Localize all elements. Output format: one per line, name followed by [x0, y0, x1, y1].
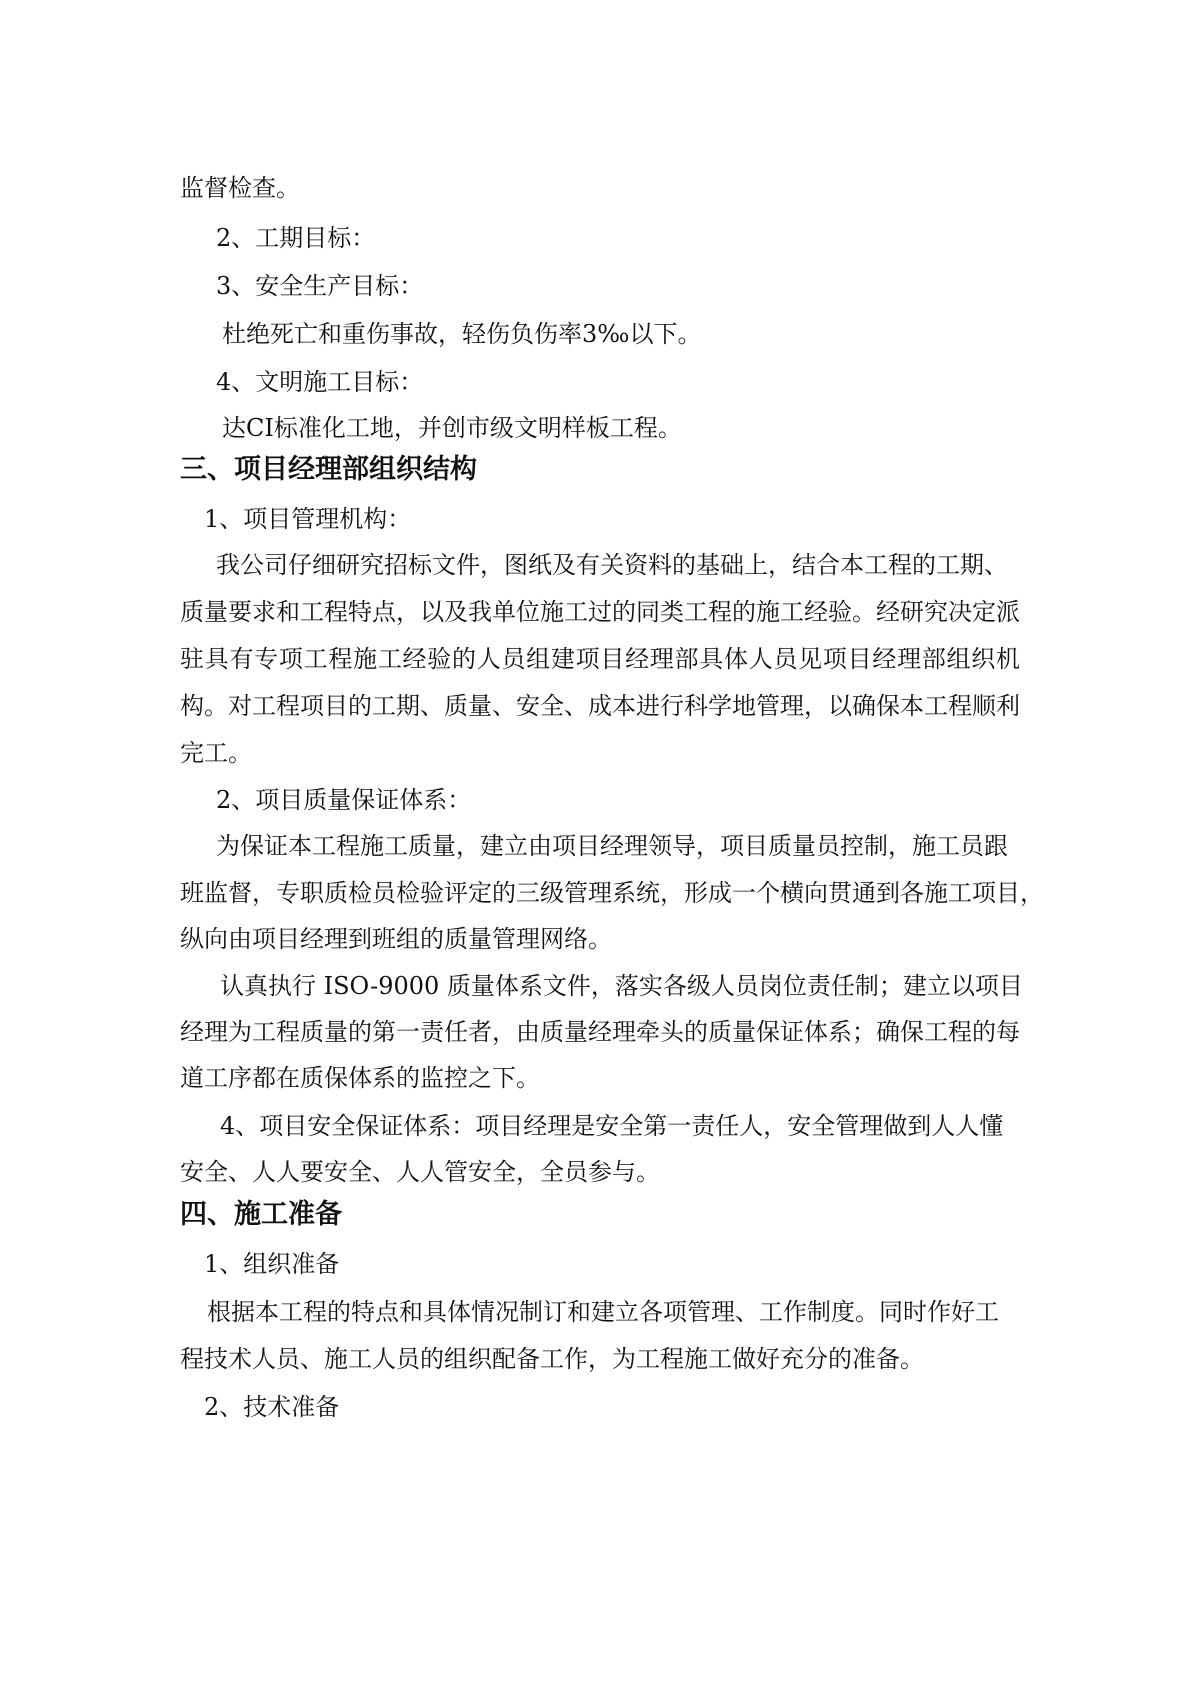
text-line: 根据本工程的特点和具体情况制订和建立各项管理、工作制度。同时作好工: [207, 1298, 999, 1326]
text-line: 程技术人员、施工人员的组织配备工作，为工程施工做好充分的准备。: [180, 1345, 924, 1373]
text-line: 2、项目质量保证体系：: [216, 786, 472, 814]
text-line: 为保证本工程施工质量，建立由项目经理领导，项目质量员控制，施工员跟: [216, 832, 1008, 860]
text-line: 2、技术准备: [204, 1393, 340, 1421]
text-line: 认真执行 ISO-9000 质量体系文件，落实各级人员岗位责任制；建立以项目: [220, 972, 1023, 1000]
text-line: 达CI标准化工地，并创市级文明样板工程。: [222, 414, 682, 442]
text-line: 3、安全生产目标：: [216, 272, 424, 300]
text-line: 4、项目安全保证体系：项目经理是安全第一责任人，安全管理做到人人懂: [220, 1112, 1004, 1140]
text-line: 道工序都在质保体系的监控之下。: [180, 1064, 540, 1092]
text-line: 经理为工程质量的第一责任者，由质量经理牵头的质量保证体系；确保工程的每: [180, 1018, 1020, 1046]
section-heading: 三、项目经理部组织结构: [180, 454, 477, 485]
text-line: 杜绝死亡和重伤事故，轻伤负伤率3‰以下。: [222, 320, 702, 348]
text-line: 驻具有专项工程施工经验的人员组建项目经理部具体人员见项目经理部组织机: [180, 645, 1020, 673]
text-line: 4、文明施工目标：: [216, 368, 424, 396]
text-line: 2、工期目标：: [216, 224, 376, 252]
text-line: 完工。: [180, 739, 252, 767]
text-line: 1、组织准备: [204, 1250, 340, 1278]
text-line: 我公司仔细研究招标文件，图纸及有关资料的基础上，结合本工程的工期、: [216, 551, 1008, 579]
text-line: 监督检查。: [180, 174, 300, 202]
text-line: 构。对工程项目的工期、质量、安全、成本进行科学地管理，以确保本工程顺利: [180, 692, 1020, 720]
text-line: 纵向由项目经理到班组的质量管理网络。: [180, 925, 612, 953]
text-line: 班监督，专职质检员检验评定的三级管理系统，形成一个横向贯通到各施工项目，: [180, 879, 1044, 907]
text-line: 质量要求和工程特点，以及我单位施工过的同类工程的施工经验。经研究决定派: [180, 598, 1020, 626]
text-line: 1、项目管理机构：: [204, 505, 412, 533]
text-line: 安全、人人要安全、人人管安全，全员参与。: [180, 1158, 660, 1186]
section-heading: 四、施工准备: [180, 1199, 342, 1230]
